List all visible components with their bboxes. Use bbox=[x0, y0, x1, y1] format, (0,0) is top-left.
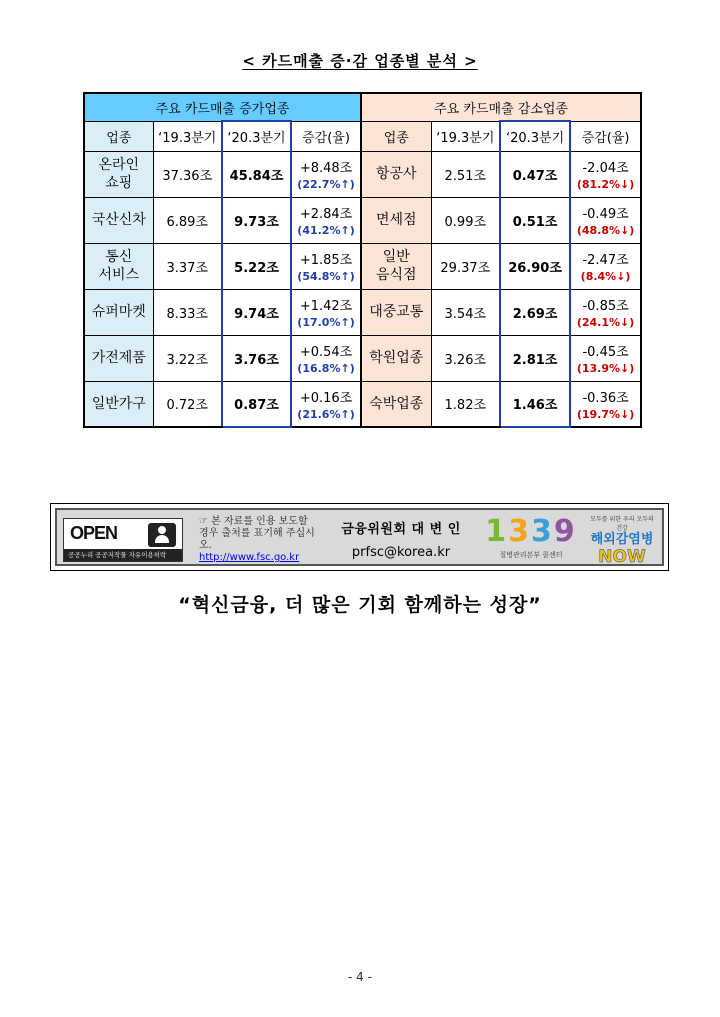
header-2019-inc: ‘19.3분기 bbox=[153, 121, 222, 151]
table-row bbox=[84, 243, 641, 289]
value-2019-cell: 6.89조 bbox=[153, 197, 222, 243]
change-value: +8.48조 bbox=[299, 161, 353, 176]
kcdc-digit-1: 1 bbox=[485, 514, 509, 549]
category-cell: 대중교통 bbox=[361, 289, 431, 335]
value-2020-cell: 3.76조 bbox=[222, 335, 291, 381]
change-cell bbox=[291, 197, 361, 243]
change-percent: (22.7%↑) bbox=[297, 178, 355, 191]
category-cell: 온라인 쇼핑 bbox=[84, 151, 153, 197]
value-2019-cell: 1.82조 bbox=[431, 381, 500, 427]
value-2020-cell: 2.69조 bbox=[500, 289, 570, 335]
change-percent: (54.8%↑) bbox=[297, 270, 355, 283]
header-2020-inc: ‘20.3분기 bbox=[222, 121, 291, 151]
change-cell bbox=[291, 289, 361, 335]
open-logo-subtitle: 공공누리 공공저작물 자유이용허락 bbox=[64, 549, 182, 561]
pointing-hand-icon: ☞ bbox=[199, 516, 208, 527]
footer-banner bbox=[50, 503, 669, 571]
header-category-dec: 업종 bbox=[361, 121, 431, 151]
category-cell: 면세점 bbox=[361, 197, 431, 243]
value-2019-cell: 37.36조 bbox=[153, 151, 222, 197]
category-cell: 일반 음식점 bbox=[361, 243, 431, 289]
value-2019-cell: 3.54조 bbox=[431, 289, 500, 335]
change-value: +1.42조 bbox=[299, 299, 353, 314]
kcdc-1339-logo bbox=[483, 514, 579, 566]
category-cell: 통신 서비스 bbox=[84, 243, 153, 289]
person-icon bbox=[148, 523, 176, 547]
change-value: -0.85조 bbox=[582, 299, 629, 314]
value-2020-cell: 5.22조 bbox=[222, 243, 291, 289]
page-title: < 카드매출 증·감 업종별 분석 > bbox=[242, 52, 478, 70]
change-value: +0.54조 bbox=[299, 345, 353, 360]
kcdc-digit-3: 3 bbox=[531, 514, 554, 549]
change-value: +0.16조 bbox=[299, 390, 353, 406]
spokesperson-label: 금융위원회 대 변 인 bbox=[341, 522, 461, 537]
value-2019-cell: 3.37조 bbox=[153, 243, 222, 289]
category-cell: 숙박업종 bbox=[361, 381, 431, 427]
kogl-open-logo bbox=[63, 518, 183, 562]
page-number: - 4 - bbox=[348, 970, 372, 984]
change-cell bbox=[570, 335, 641, 381]
value-2020-cell: 45.84조 bbox=[222, 151, 291, 197]
card-sales-table bbox=[83, 92, 642, 428]
change-value: +2.84조 bbox=[299, 207, 353, 222]
change-cell bbox=[570, 151, 641, 197]
change-percent: (19.7%↓) bbox=[576, 407, 635, 421]
slogan: “혁신금융, 더 많은 기회 함께하는 성장” bbox=[178, 594, 542, 616]
now-tagline: 모두를 위한 우리 모두의 건강 bbox=[590, 516, 654, 532]
open-logo-text: OPEN bbox=[70, 523, 118, 543]
value-2020-cell: 9.74조 bbox=[222, 289, 291, 335]
header-category-inc: 업종 bbox=[84, 121, 153, 151]
change-percent: (41.2%↑) bbox=[297, 224, 355, 237]
value-2020-cell: 0.51조 bbox=[500, 197, 570, 243]
value-2019-cell: 0.72조 bbox=[153, 381, 222, 427]
change-percent: (16.8%↑) bbox=[297, 362, 355, 375]
change-percent: (48.8%↓) bbox=[576, 224, 635, 237]
change-percent: (24.1%↓) bbox=[576, 316, 635, 329]
now-line1: 해외감염병 bbox=[590, 532, 654, 547]
value-2020-cell: 2.81조 bbox=[500, 335, 570, 381]
table-row bbox=[84, 335, 641, 381]
notice-text: 본 자료를 인용 보도할 경우 출처를 표기해 주십시오. bbox=[199, 516, 315, 551]
change-value: -2.04조 bbox=[582, 161, 629, 176]
change-cell bbox=[570, 289, 641, 335]
header-2019-dec: ‘19.3분기 bbox=[431, 121, 500, 151]
citation-notice bbox=[199, 516, 319, 564]
header-change-inc: 증감(율) bbox=[291, 121, 361, 151]
table-row bbox=[84, 289, 641, 335]
change-cell bbox=[291, 151, 361, 197]
change-cell bbox=[570, 197, 641, 243]
value-2020-cell: 26.90조 bbox=[500, 243, 570, 289]
kcdc-digit-2: 3 bbox=[508, 514, 531, 549]
now-line2: NOW bbox=[598, 547, 646, 567]
change-percent: (81.2%↓) bbox=[576, 178, 635, 191]
category-cell: 가전제품 bbox=[84, 335, 153, 381]
category-cell: 일반가구 bbox=[84, 381, 153, 427]
table-row bbox=[84, 381, 641, 427]
fsc-website-link[interactable]: http://www.fsc.go.kr bbox=[199, 552, 300, 563]
change-cell bbox=[291, 243, 361, 289]
change-value: -0.45조 bbox=[582, 345, 629, 360]
spokesperson-email[interactable]: prfsc@korea.kr bbox=[351, 545, 451, 560]
header-change-dec: 증감(율) bbox=[570, 121, 641, 151]
change-value: +1.85조 bbox=[299, 253, 353, 268]
change-percent: (17.0%↑) bbox=[297, 316, 355, 329]
header-2020-dec: ‘20.3분기 bbox=[500, 121, 570, 151]
value-2020-cell: 0.47조 bbox=[500, 151, 570, 197]
change-value: -2.47조 bbox=[582, 253, 629, 268]
value-2019-cell: 3.26조 bbox=[431, 335, 500, 381]
category-cell: 국산신차 bbox=[84, 197, 153, 243]
change-cell bbox=[291, 335, 361, 381]
change-cell bbox=[291, 381, 361, 427]
decrease-group-header: 주요 카드매출 감소업종 bbox=[361, 93, 641, 121]
overseas-disease-now-logo bbox=[587, 514, 657, 566]
change-value: -0.36조 bbox=[582, 390, 629, 406]
increase-group-header: 주요 카드매출 증가업종 bbox=[84, 93, 361, 121]
table-row bbox=[84, 151, 641, 197]
value-2019-cell: 3.22조 bbox=[153, 335, 222, 381]
change-percent: (21.6%↑) bbox=[297, 407, 355, 421]
value-2019-cell: 8.33조 bbox=[153, 289, 222, 335]
change-percent: (8.4%↓) bbox=[580, 270, 631, 283]
category-cell: 항공사 bbox=[361, 151, 431, 197]
kcdc-caption: 질병관리본부 콜센터 bbox=[499, 551, 563, 559]
kcdc-digit-4: 9 bbox=[553, 514, 577, 549]
change-value: -0.49조 bbox=[582, 207, 629, 222]
value-2019-cell: 0.99조 bbox=[431, 197, 500, 243]
value-2019-cell: 29.37조 bbox=[431, 243, 500, 289]
value-2020-cell: 1.46조 bbox=[500, 381, 570, 427]
change-percent: (13.9%↓) bbox=[576, 362, 635, 375]
change-cell bbox=[570, 381, 641, 427]
value-2020-cell: 9.73조 bbox=[222, 197, 291, 243]
value-2019-cell: 2.51조 bbox=[431, 151, 500, 197]
change-cell bbox=[570, 243, 641, 289]
spokesperson-contact bbox=[331, 518, 471, 560]
table-row bbox=[84, 197, 641, 243]
category-cell: 학원업종 bbox=[361, 335, 431, 381]
category-cell: 슈퍼마켓 bbox=[84, 289, 153, 335]
value-2020-cell: 0.87조 bbox=[222, 381, 291, 427]
